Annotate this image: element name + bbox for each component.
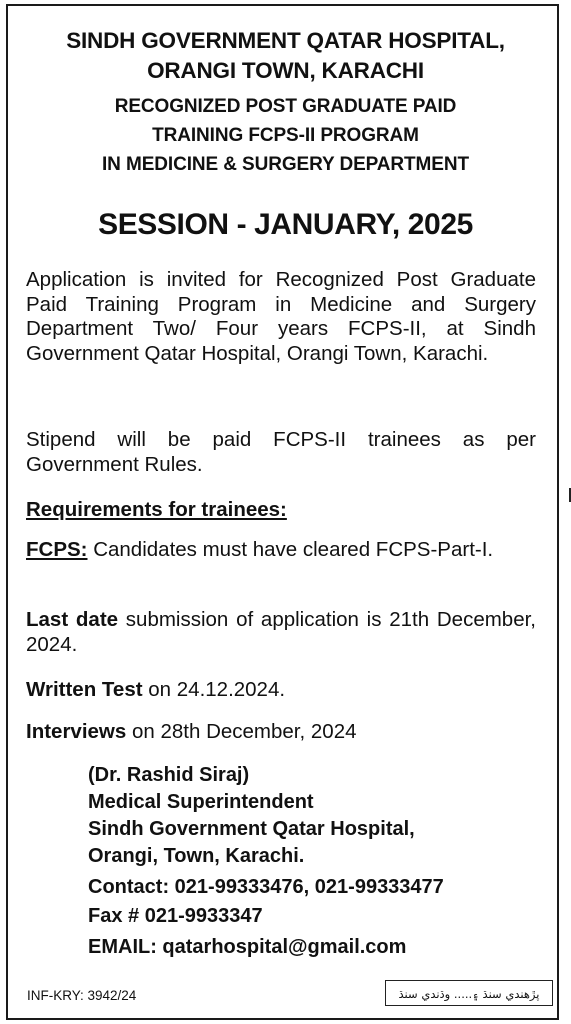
signatory-organization: Sindh Government Qatar Hospital, [88, 818, 415, 840]
interviews-line [26, 720, 536, 745]
signatory-name: (Dr. Rashid Siraj) [88, 764, 250, 786]
requirements-heading: Requirements for trainees: [26, 498, 287, 521]
program-title-line1: RECOGNIZED POST GRADUATE PAID [114, 96, 457, 117]
contact-numbers: Contact: 021-99333476, 021-99333477 [88, 876, 444, 898]
fcps-text: Candidates must have cleared FCPS-Part-I. [93, 538, 494, 561]
session-title: SESSION - JANUARY, 2025 [98, 208, 473, 241]
interviews-label: Interviews [26, 720, 127, 743]
reference-number: INF-KRY: 3942/24 [27, 988, 137, 1003]
fax-number: Fax # 021-9933347 [88, 905, 263, 927]
written-test-line [26, 678, 536, 703]
written-test-label: Written Test [26, 678, 143, 701]
last-date-label: Last date [26, 608, 119, 631]
urdu-slogan: پڙهندي سنڌ ۽..... وڌندي سنڌ [385, 980, 553, 1006]
stipend-paragraph: Stipend will be paid FCPS-II trainees as per Government Rules. [26, 428, 536, 476]
program-title-line3: IN MEDICINE & SURGERY DEPARTMENT [102, 154, 469, 175]
fcps-label: FCPS: [26, 538, 88, 561]
written-test-text: on 24.12.2024. [148, 678, 286, 701]
last-date-text: submission of application is 21th December, 2024. [26, 608, 536, 656]
signatory-title: Medical Superintendent [88, 791, 314, 813]
intro-paragraph: Application is invited for Recognized Post Graduate Paid Training Program in Medicine and Surgery Department Two/ Four years FCPS-II, at Sindh Government Qatar Hospital, Orangi Town, Karachi. [26, 268, 536, 365]
interviews-text: on 28th December, 2024 [131, 720, 357, 743]
signatory-address: Orangi, Town, Karachi. [88, 845, 305, 867]
hospital-location: ORANGI TOWN, KARACHI [147, 58, 424, 83]
last-date-paragraph [26, 608, 536, 657]
email-address: EMAIL: qatarhospital@gmail.com [88, 936, 407, 958]
hospital-name: SINDH GOVERNMENT QATAR HOSPITAL, [66, 28, 505, 53]
program-title-line2: TRAINING FCPS-II PROGRAM [152, 125, 419, 146]
fcps-requirement [26, 538, 536, 563]
